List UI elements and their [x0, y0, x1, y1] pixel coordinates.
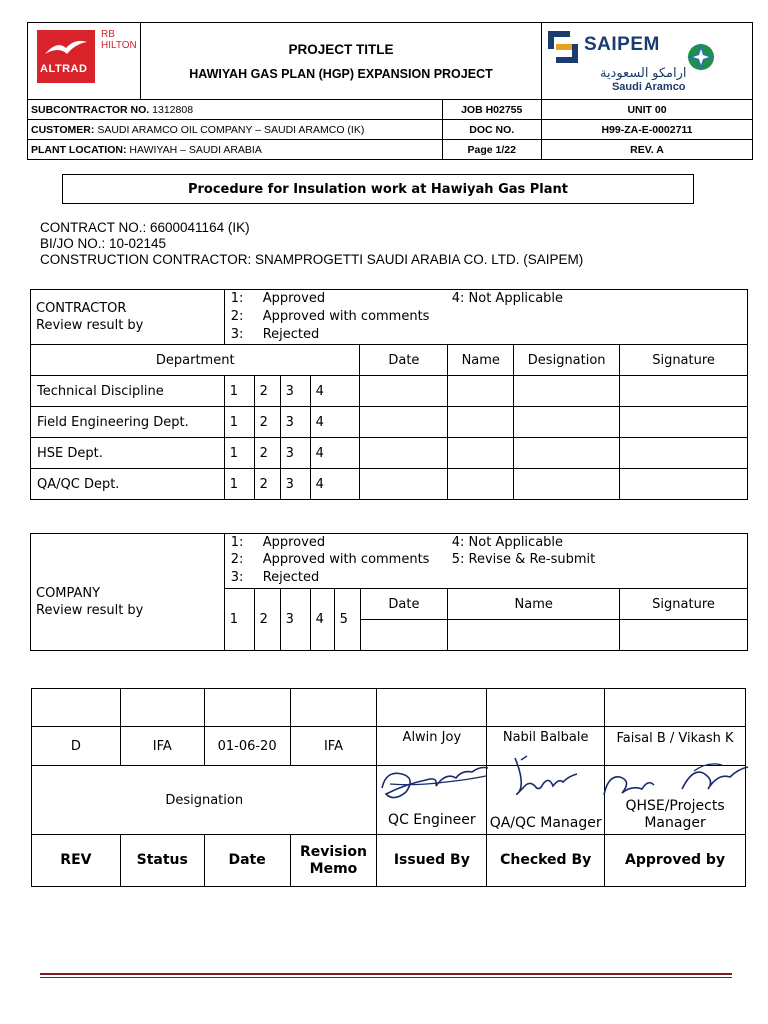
- company-code-2[interactable]: 2: [254, 589, 280, 651]
- contractor-option-3: 3: Rejected: [230, 327, 320, 342]
- date-value: 01-06-20: [204, 727, 290, 766]
- name-header: Name: [448, 345, 514, 376]
- code-4[interactable]: 4: [310, 407, 360, 438]
- company-date-header: Date: [360, 589, 448, 620]
- footer-divider-thin: [40, 977, 732, 978]
- rb-hilton-text: RB HILTON: [101, 29, 137, 51]
- designation-header: Designation: [514, 345, 620, 376]
- aramco-star-icon: [684, 39, 718, 79]
- code-3[interactable]: 3: [280, 469, 310, 500]
- saipem-logo-icon: [548, 31, 578, 63]
- table-row: [31, 469, 748, 500]
- designation-cell[interactable]: [514, 469, 620, 500]
- company-option-4: 4: Not Applicable: [451, 535, 564, 550]
- aramco-english-text: Saudi Aramco: [611, 81, 686, 93]
- code-1[interactable]: 1: [224, 407, 254, 438]
- company-signature-cell[interactable]: [620, 620, 748, 651]
- altrad-text: ALTRAD: [40, 63, 88, 75]
- customer-label: CUSTOMER:: [31, 123, 95, 136]
- company-code-3[interactable]: 3: [280, 589, 310, 651]
- aramco-arabic-text: ارامكو السعودية: [599, 65, 687, 80]
- blank-row: [32, 689, 746, 727]
- signature-header: Signature: [620, 345, 748, 376]
- approved-signature: [598, 755, 756, 807]
- date-cell[interactable]: [360, 376, 448, 407]
- checked-by-header: Checked By: [487, 835, 605, 887]
- company-name-cell[interactable]: [448, 620, 620, 651]
- code-4[interactable]: 4: [310, 469, 360, 500]
- company-code-5[interactable]: 5: [334, 589, 360, 651]
- customer-value: SAUDI ARAMCO OIL COMPANY – SAUDI ARAMCO (IK): [97, 123, 365, 136]
- code-2[interactable]: 2: [254, 438, 280, 469]
- code-1[interactable]: 1: [224, 469, 254, 500]
- footer-divider: [40, 973, 732, 975]
- issued-designation: QC Engineer: [377, 766, 487, 835]
- company-options: [224, 534, 747, 589]
- code-2[interactable]: 2: [254, 407, 280, 438]
- job-no: JOB H02755: [442, 100, 541, 120]
- altrad-red-box: [37, 30, 95, 83]
- company-option-1: 1: Approved: [230, 535, 326, 550]
- name-cell[interactable]: [448, 438, 514, 469]
- signature-cell[interactable]: [620, 469, 748, 500]
- altrad-logo-cell: [28, 23, 141, 100]
- company-date-cell[interactable]: [360, 620, 448, 651]
- project-title-cell: [141, 23, 542, 100]
- date-cell[interactable]: [360, 469, 448, 500]
- contractor-option-4: 4: Not Applicable: [451, 291, 564, 306]
- header-row-customer: [28, 120, 753, 140]
- location-value: HAWIYAH – SAUDI ARABIA: [129, 143, 262, 156]
- bijo-no: BI/JO NO.: 10-02145: [40, 236, 167, 251]
- page-number: Page 1/22: [442, 140, 541, 160]
- department-name: Field Engineering Dept.: [31, 407, 225, 438]
- table-row: [31, 376, 748, 407]
- name-cell[interactable]: [448, 407, 514, 438]
- company-code-1[interactable]: 1: [224, 589, 254, 651]
- doc-no-label: DOC NO.: [442, 120, 541, 140]
- designation-cell[interactable]: [514, 438, 620, 469]
- code-4[interactable]: 4: [310, 376, 360, 407]
- code-2[interactable]: 2: [254, 376, 280, 407]
- issued-by-header: Issued By: [377, 835, 487, 887]
- header-row-subcontractor: [28, 100, 753, 120]
- checked-designation: QA/QC Manager: [487, 766, 605, 835]
- header-row-location: [28, 140, 753, 160]
- signature-cell[interactable]: [620, 376, 748, 407]
- company-option-5: 5: Revise & Re-submit: [451, 552, 596, 567]
- date-header: Date: [204, 835, 290, 887]
- status-value: IFA: [120, 727, 204, 766]
- department-name: Technical Discipline: [31, 376, 225, 407]
- company-option-3: 3: Rejected: [230, 570, 320, 585]
- saipem-text: SAIPEM: [583, 34, 660, 55]
- client-logo-cell: [541, 23, 752, 100]
- construction-contractor: CONSTRUCTION CONTRACTOR: SNAMPROGETTI SAUDI ARABIA CO. LTD. (SAIPEM): [40, 252, 584, 267]
- contractor-option-2: 2: Approved with comments: [230, 309, 430, 324]
- code-1[interactable]: 1: [224, 438, 254, 469]
- rev-value: D: [32, 727, 121, 766]
- code-3[interactable]: 3: [280, 376, 310, 407]
- memo-value: IFA: [290, 727, 377, 766]
- date-header: Date: [360, 345, 448, 376]
- contractor-option-1: 1: Approved: [230, 291, 326, 306]
- company-review-table: [30, 533, 748, 651]
- rev-header: REV: [32, 835, 121, 887]
- contractor-header-row: [31, 345, 748, 376]
- memo-header: Revision Memo: [290, 835, 377, 887]
- department-name: HSE Dept.: [31, 438, 225, 469]
- bird-icon: [37, 30, 95, 66]
- approved-by-header: Approved by: [605, 835, 746, 887]
- approved-by-name: Faisal B / Vikash K: [605, 727, 746, 766]
- doc-no-value: H99-ZA-E-0002711: [541, 120, 752, 140]
- date-cell[interactable]: [360, 438, 448, 469]
- revision-label: REV. A: [541, 140, 752, 160]
- location-label: PLANT LOCATION:: [31, 143, 127, 156]
- issued-signature: [376, 758, 494, 808]
- project-title-label: PROJECT TITLE: [288, 41, 394, 57]
- checked-signature: [505, 752, 585, 802]
- contractor-options: [224, 290, 747, 345]
- contractor-label: CONTRACTOR: [36, 301, 127, 316]
- company-option-2: 2: Approved with comments: [230, 552, 430, 567]
- subcontractor-value: 1312808: [152, 103, 194, 116]
- saipem-aramco-logo: [542, 23, 752, 99]
- code-4[interactable]: 4: [310, 438, 360, 469]
- designation-cell[interactable]: [514, 376, 620, 407]
- contractor-review-by: Review result by: [36, 318, 144, 333]
- designation-label: Designation: [32, 766, 377, 835]
- table-row: [31, 438, 748, 469]
- contractor-label-cell: [31, 290, 225, 345]
- code-3[interactable]: 3: [280, 407, 310, 438]
- company-name-header: Name: [448, 589, 620, 620]
- project-title: HAWIYAH GAS PLAN (HGP) EXPANSION PROJECT: [189, 66, 493, 81]
- company-code-4[interactable]: 4: [310, 589, 334, 651]
- revision-header-row: [32, 835, 746, 887]
- company-label: COMPANY: [36, 586, 101, 601]
- altrad-logo: [28, 23, 140, 99]
- signature-cell[interactable]: [620, 407, 748, 438]
- signature-cell[interactable]: [620, 438, 748, 469]
- procedure-title: Procedure for Insulation work at Hawiyah Gas Plant: [62, 174, 694, 204]
- header-table: [27, 22, 753, 160]
- department-header: Department: [31, 345, 360, 376]
- contractor-review-table: [30, 289, 748, 500]
- name-cell[interactable]: [448, 376, 514, 407]
- code-1[interactable]: 1: [224, 376, 254, 407]
- company-signature-header: Signature: [620, 589, 748, 620]
- approved-designation: QHSE/Projects Manager: [605, 766, 746, 835]
- name-cell[interactable]: [448, 469, 514, 500]
- subcontractor-label: SUBCONTRACTOR NO.: [31, 103, 150, 116]
- company-review-by: Review result by: [36, 603, 144, 618]
- status-header: Status: [120, 835, 204, 887]
- checked-by-name: Nabil Balbale: [487, 727, 605, 766]
- unit-no: UNIT 00: [541, 100, 752, 120]
- table-row: [31, 407, 748, 438]
- code-2[interactable]: 2: [254, 469, 280, 500]
- company-label-cell: [31, 534, 225, 651]
- department-name: QA/QC Dept.: [31, 469, 225, 500]
- contract-no: CONTRACT NO.: 6600041164 (IK): [40, 220, 250, 235]
- date-cell[interactable]: [360, 407, 448, 438]
- issued-by-name: Alwin Joy: [377, 727, 487, 766]
- designation-cell[interactable]: [514, 407, 620, 438]
- code-3[interactable]: 3: [280, 438, 310, 469]
